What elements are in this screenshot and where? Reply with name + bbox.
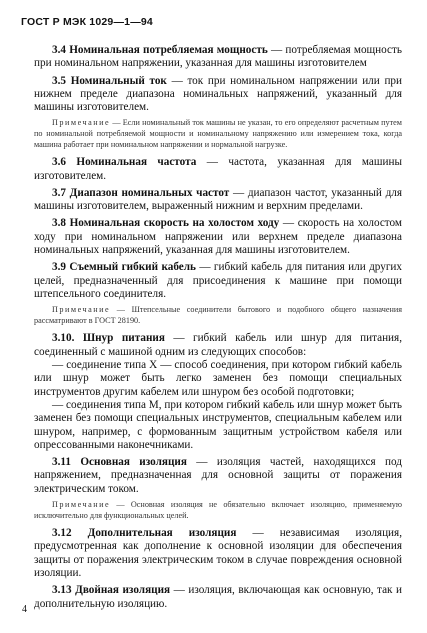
note-text: — Штепсельные соединители бытового и подобного общего назначения рассматривают в ГОСТ 28190. xyxy=(34,305,402,325)
section-term: Двойная изоляция xyxy=(75,584,171,597)
section-term: Дополнительная изоляция xyxy=(87,527,237,540)
section-term: Основная изоляция xyxy=(80,456,187,469)
section-term: Номинальная частота xyxy=(76,156,197,169)
section-3-12 xyxy=(34,527,402,580)
note-3-9 xyxy=(34,305,402,326)
section-3-4 xyxy=(34,44,402,71)
section-text: — гибкий кабель или шнур для питания, соединенный с машиной одним из следующих способов: xyxy=(34,332,402,358)
section-number: 3.4 xyxy=(52,44,66,56)
section-number: 3.10. xyxy=(52,332,75,345)
page-number: 4 xyxy=(22,604,27,615)
section-term: Номинальная потребляемая мощность xyxy=(69,44,268,56)
section-3-6 xyxy=(34,156,402,183)
section-number: 3.7 xyxy=(52,186,66,199)
section-number: 3.5 xyxy=(52,74,66,87)
note-text: — Основная изоляция не обязательно включает изоляцию, применяемую исключительно для функциональных целей. xyxy=(34,499,402,520)
note-label: Примечание xyxy=(52,305,111,315)
document-body xyxy=(34,44,402,615)
section-3-8 xyxy=(34,217,402,257)
section-text: — ток при номинальном напряжении или при нижнем пределе диапазона номинальных напряжений, указанный для машины изготовителем. xyxy=(34,74,403,114)
section-term: Номинальный ток xyxy=(70,74,167,87)
note-3-11 xyxy=(34,500,402,521)
section-text: — скорость на холостом ходу при номинальном напряжении или верхнем пределе диапазона номинальных напряжений, указанная для машины изготовителем. xyxy=(34,217,402,257)
section-text: — независимая изоляция, предусмотренная как дополнение к основной изоляции для обеспечения защиты от поражения электрическим током в случае повреждения основной изоляции. xyxy=(34,527,402,580)
section-number: 3.12 xyxy=(52,527,72,540)
note-label: Примечание xyxy=(52,499,111,509)
section-list-item: — соединения типа М, при котором гибкий кабель или шнур может быть заменен без помощи специальных инструментов, специальным кабелем или шнуром, например, с формованным защитным устройством кабеля или опрессованными наконечниками. xyxy=(34,398,402,451)
section-3-11 xyxy=(34,456,402,496)
section-term: Диапазон номинальных частот xyxy=(69,186,230,199)
section-text: — изоляция частей, находящихся под напряжением, предназначенная для основной защиты от поражения электрическим током. xyxy=(34,456,402,495)
section-number: 3.11 xyxy=(52,456,71,469)
section-number: 3.9 xyxy=(52,261,66,274)
section-term: Номинальная скорость на холостом ходу xyxy=(69,217,280,230)
section-number: 3.8 xyxy=(52,217,66,230)
section-text: — диапазон частот, указанный для машины изготовителем, выраженный нижним и верхним пределами. xyxy=(34,186,402,213)
section-text: — изоляция, включающая как основную, так и дополнительную изоляцию. xyxy=(34,584,403,610)
section-3-9 xyxy=(34,261,402,301)
section-number: 3.6 xyxy=(52,156,66,169)
section-text: — частота, указанная для машины изготовителем. xyxy=(34,156,403,182)
note-3-5 xyxy=(34,118,402,150)
section-text: — потребляемая мощность при номинальном напряжении, указанная для машины изготовителем xyxy=(34,44,402,70)
section-term: Съемный гибкий кабель xyxy=(69,261,196,274)
section-3-13 xyxy=(34,584,402,611)
section-number: 3.13 xyxy=(52,584,72,597)
section-3-10 xyxy=(34,332,402,452)
section-3-7 xyxy=(34,187,402,214)
document-header: ГОСТ Р МЭК 1029—1—94 xyxy=(21,16,153,28)
section-list-item: — соединение типа X — способ соединения, при котором гибкий кабель или шнур может быть легко заменен без помощи специальных инструментов другим кабелем или шнуром без особой подготовки; xyxy=(34,359,402,398)
note-label: Примечание xyxy=(52,118,111,128)
section-text: — гибкий кабель для питания или других целей, предназначенный для присоединения к машине при помощи штепсельного соединителя. xyxy=(34,261,402,300)
note-text: — Если номинальный ток машины не указан, то его определяют расчетным путем по номинальной потребляемой мощности и номинальному напряжению или измерением тока, когда машина работает при номинальном напряжении и нормальной нагрузке. xyxy=(34,118,402,149)
section-3-5 xyxy=(34,75,402,115)
section-term: Шнур питания xyxy=(82,332,165,345)
